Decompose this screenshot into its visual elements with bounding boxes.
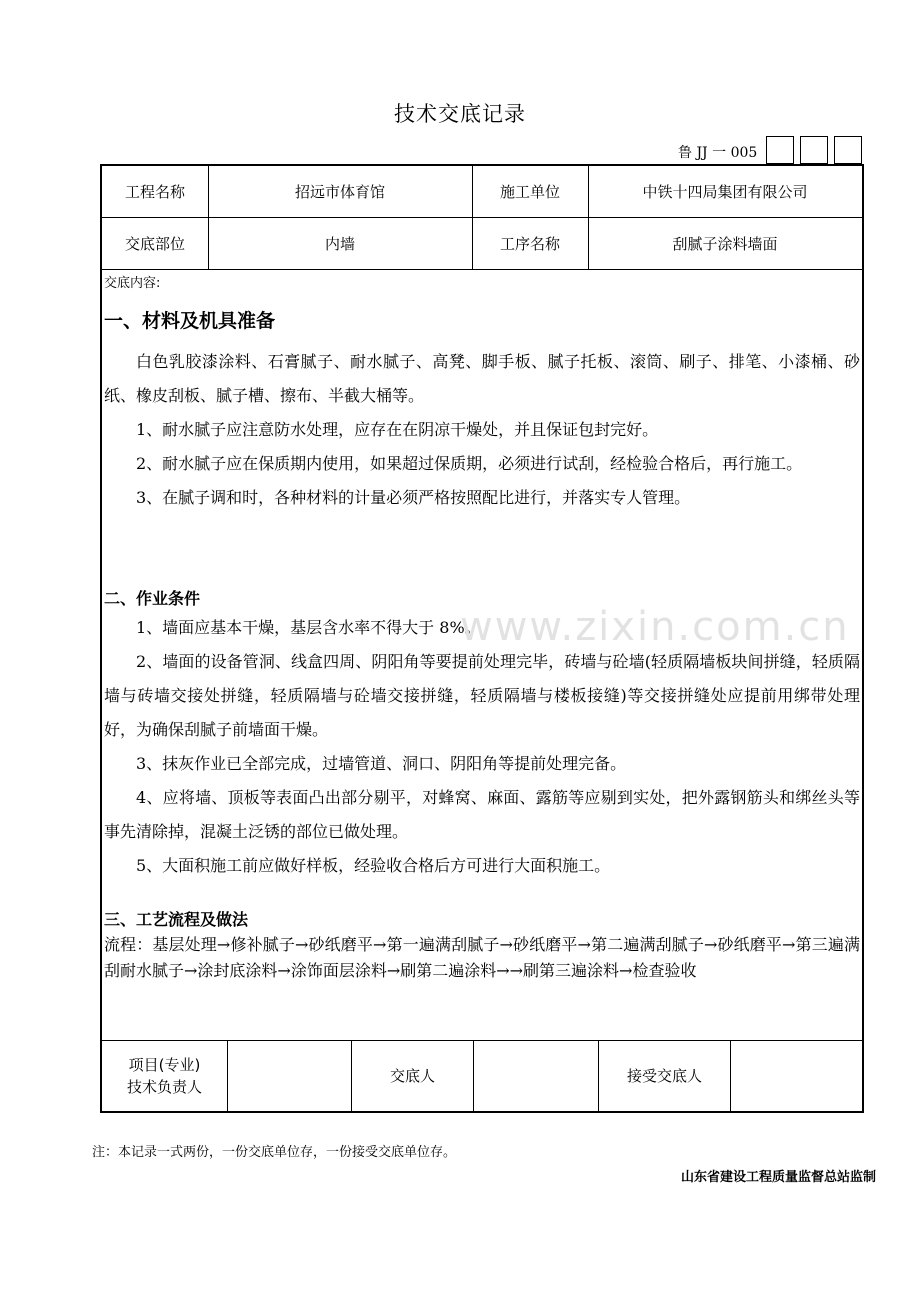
code-box-1 (766, 136, 794, 164)
location-label: 交底部位 (124, 234, 185, 253)
paragraph: 2、墙面的设备管洞、线盒四周、阴阳角等要提前处理完毕，砖墙与砼墙(轻质隔墙板块间拼缝，轻质隔墙与砖墙交接处拼缝，轻质隔墙与砼墙交接拼缝，轻质隔墙与楼板接缝)等交接拼缝处应提前用绑带处理好，为确保刮腻子前墙面干燥。 (104, 652, 860, 739)
section1-heading: 一、材料及机具准备 (104, 310, 276, 332)
content-label: 交底内容: (104, 276, 161, 291)
tech-lead-label-line1: 项目(专业) (128, 1056, 201, 1074)
project-name-label: 工程名称 (124, 182, 185, 201)
contractor-label: 施工单位 (499, 182, 560, 201)
footnote: 注：本记录一式两份，一份交底单位存，一份接受交底单位存。 (92, 1145, 457, 1160)
paragraph: 3、在腻子调和时，各种材料的计量必须严格按照配比进行，并落实专人管理。 (136, 488, 691, 507)
location-value: 内墙 (324, 234, 355, 253)
form-code: 鲁 JJ 一 005 (678, 145, 758, 161)
receiver-signature (731, 1041, 862, 1111)
presenter-label: 交底人 (389, 1067, 435, 1085)
tech-lead-label (102, 1041, 227, 1111)
process-label: 工序名称 (499, 234, 560, 253)
process-value: 刮腻子涂料墙面 (672, 234, 778, 253)
paragraph: 1、耐水腻子应注意防水处理，应存在在阴凉干燥处，并且保证包封完好。 (136, 420, 659, 439)
process-flow: 流程：基层处理→修补腻子→砂纸磨平→第一遍满刮腻子→砂纸磨平→第二遍满刮腻子→砂纸磨平→第三遍满刮耐水腻子→涂封底涂料→涂饰面层涂料→刷第二遍涂料→→刷第三遍涂料→检查验收 (104, 935, 860, 980)
row-divider (102, 269, 862, 270)
project-name-value: 招远市体育馆 (294, 182, 385, 201)
tech-lead-signature (228, 1041, 351, 1111)
issuer: 山东省建设工程质量监督总站监制 (680, 1170, 876, 1185)
code-box-3 (834, 136, 862, 164)
paragraph: 1、墙面应基本干燥，基层含水率不得大于 8%。 (136, 618, 481, 637)
paragraph: 2、耐水腻子应在保质期内使用，如果超过保质期，必须进行试刮，经检验合格后，再行施工。 (136, 454, 803, 473)
section2-body (104, 611, 860, 883)
watermark: www.zixin.com.cn (460, 604, 850, 650)
document-title: 技术交底记录 (394, 102, 526, 126)
paragraph: 白色乳胶漆涂料、石膏腻子、耐水腻子、高凳、脚手板、腻子托板、滚筒、刷子、排笔、小漆桶、砂纸、橡皮刮板、腻子槽、擦布、半截大桶等。 (104, 352, 860, 405)
paragraph: 4、应将墙、顶板等表面凸出部分剔平，对蜂窝、麻面、露筋等应剔到实处，把外露钢筋头和绑丝头等事先清除掉，混凝土泛锈的部位已做处理。 (104, 788, 860, 841)
code-box-2 (800, 136, 828, 164)
presenter-signature (474, 1041, 598, 1111)
tech-lead-label-line2: 技术负责人 (126, 1078, 202, 1096)
section3-heading: 三、工艺流程及做法 (104, 910, 249, 929)
receiver-label: 接受交底人 (626, 1067, 702, 1085)
paragraph: 3、抹灰作业已全部完成，过墙管道、洞口、阴阳角等提前处理完备。 (136, 754, 627, 773)
section1-body (104, 345, 860, 515)
contractor-value: 中铁十四局集团有限公司 (642, 182, 808, 201)
section2-heading: 二、作业条件 (104, 589, 201, 608)
paragraph: 5、大面积施工前应做好样板，经验收合格后方可进行大面积施工。 (136, 856, 611, 875)
